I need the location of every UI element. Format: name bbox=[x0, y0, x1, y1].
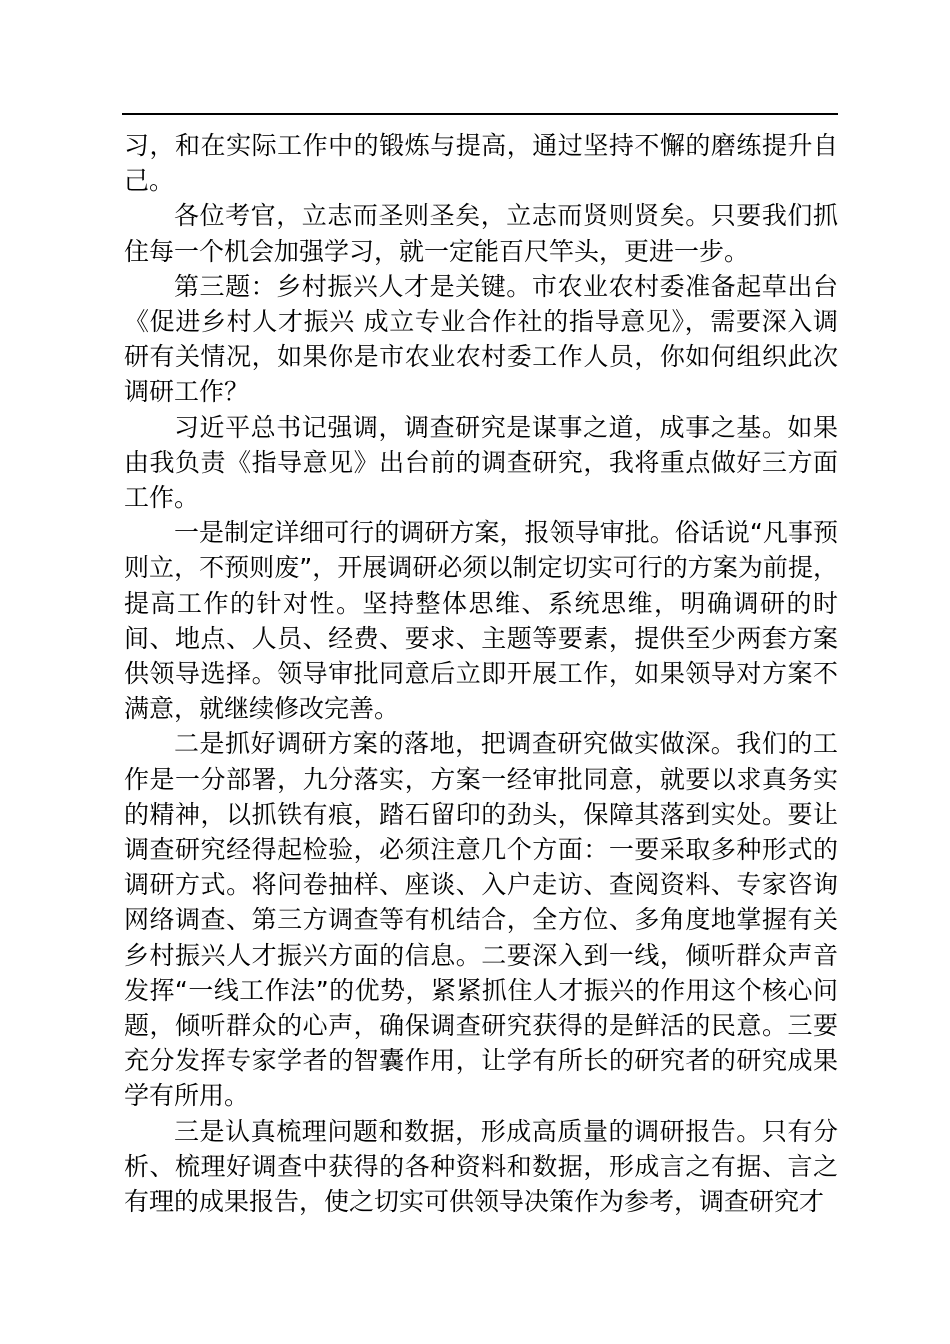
paragraph-point-two: 二是抓好调研方案的落地，把调查研究做实做深。我们的工作是一分部署，九分落实，方案一经审批同意，就要以求真务实的精神，以抓铁有痕，踏石留印的劲头，保障其落到实处。要让调查研究经得起检验，必须注意几个方面：一要采取多种形式的调研方式。将问卷抽样、座谈、入户走访、查阅资料、专家咨询网络调查、第三方调查等有机结合，全方位、多角度地掌握有关乡村振兴人才振兴方面的信息。二要深入到一线，倾听群众声音发挥“一线工作法”的优势，紧紧抓住人才振兴的作用这个核心问题，倾听群众的心声，确保调查研究获得的是鲜活的民意。三要充分发挥专家学者的智囊作用，让学有所长的研究者的研究成果学有所用。 bbox=[124, 729, 838, 1111]
paragraph-answer-intro: 习近平总书记强调，调查研究是谋事之道，成事之基。如果由我负责《指导意见》出台前的调查研究，我将重点做好三方面工作。 bbox=[124, 412, 838, 513]
paragraph-question-three: 第三题：乡村振兴人才是关键。市农业农村委准备起草出台《促进乡村人才振兴 成立专业合作社的指导意见》，需要深入调研有关情况，如果你是市农业农村委工作人员，你如何组织此次调研工作？ bbox=[124, 271, 838, 407]
document-body bbox=[124, 128, 838, 1219]
header-rule bbox=[122, 113, 838, 115]
paragraph-continuation: 习，和在实际工作中的锻炼与提高，通过坚持不懈的磨练提升自己。 bbox=[124, 131, 838, 196]
paragraph-point-one: 一是制定详细可行的调研方案，报领导审批。俗话说“凡事预则立，不预则废”，开展调研必须以制定切实可行的方案为前提，提高工作的针对性。坚持整体思维、系统思维，明确调研的时间、地点、人员、经费、要求、主题等要素，提供至少两套方案供领导选择。领导审批同意后立即开展工作，如果领导对方案不满意，就继续修改完善。 bbox=[124, 518, 838, 724]
paragraph-point-three: 三是认真梳理问题和数据，形成高质量的调研报告。只有分析、梳理好调查中获得的各种资料和数据，形成言之有据、言之有理的成果报告，使之切实可供领导决策作为参考，调查研究才 bbox=[124, 1116, 838, 1217]
paragraph-closing-remark: 各位考官，立志而圣则圣矣，立志而贤则贤矣。只要我们抓住每一个机会加强学习，就一定能百尺竿头，更进一步。 bbox=[124, 201, 838, 266]
